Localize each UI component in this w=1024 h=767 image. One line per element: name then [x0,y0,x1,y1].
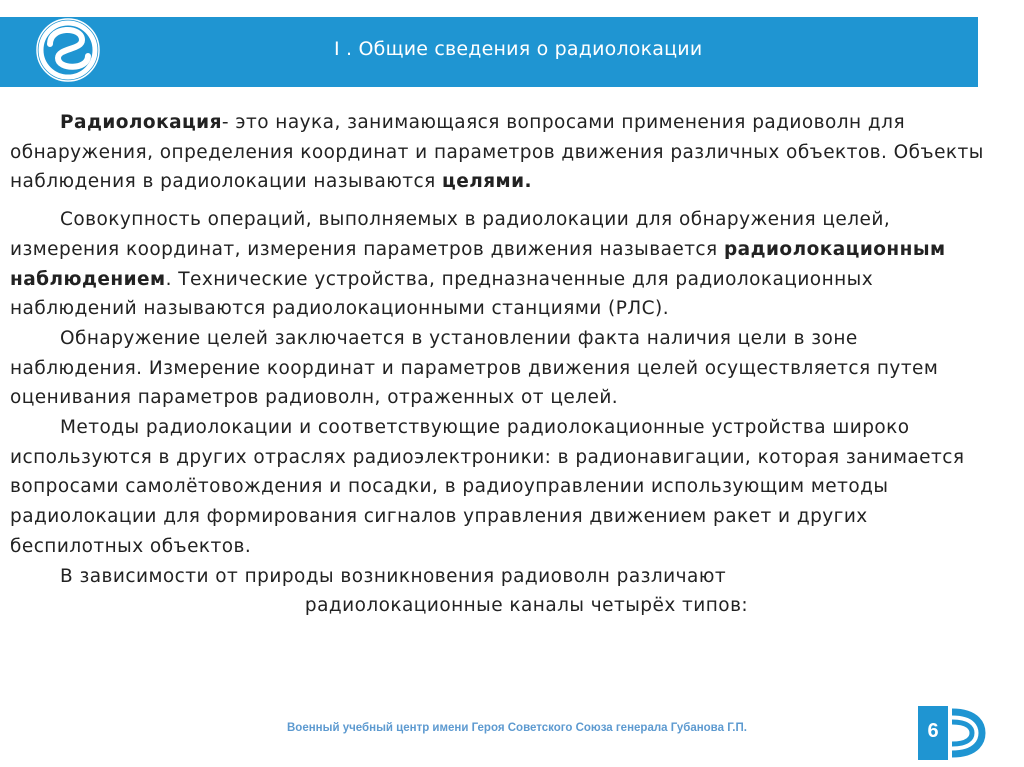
page-number: 6 [927,720,939,742]
observation-text-a: Совокупность операций, выполняемых в радиолокации для обнаружения целей, измерения координат, измерения параметров движения называется [10,209,891,260]
paragraph-definition [10,108,995,197]
university-logo-icon [36,14,100,86]
term-targets: целями. [442,171,532,193]
paragraph-detection: Обнаружение целей заключается в установлении факта наличия цели в зоне наблюдения. Измерение координат и параметров движения целей осуществляется путем оценивания параметров радиоволн, отраженных от целей. [10,327,939,409]
term-radiolocation: Радиолокация [60,112,222,133]
footer-logo-icon [948,706,986,760]
observation-text-b: . Технические устройства, предназначенные для радиолокационных наблюдений называются радиолокационными станциями (РЛС). [10,268,874,320]
term-observation: радиолокационным наблюдением [10,238,946,290]
body-text [10,108,995,621]
paragraph-observation [10,205,995,324]
paragraph-methods: Методы радиолокации и соответствующие радиолокационные устройства широко используются в других отраслях радиоэлектроники: в радионавигации, которая занимается вопросами самолётовождения и посадки, в радиоуправлении использующим методы радиолокации для формирования сигналов управления движением ракет и других беспилотных объектов. [10,417,965,557]
paragraph-channels-center: радиолокационные каналы четырёх типов: [304,595,749,617]
footer-center-name: Военный учебный центр имени Героя Советского Союза генерала Губанова Г.П. [287,722,747,734]
paragraph-channels: В зависимости от природы возникновения радиоволн различают [60,565,727,587]
page-title: I . Общие сведения о радиолокации [334,38,703,60]
definition-text: - это наука, занимающаяся вопросами применения радиоволн для обнаружения, определения координат и параметров движения различных объектов. Объекты наблюдения в радиолокации называются [10,112,984,193]
